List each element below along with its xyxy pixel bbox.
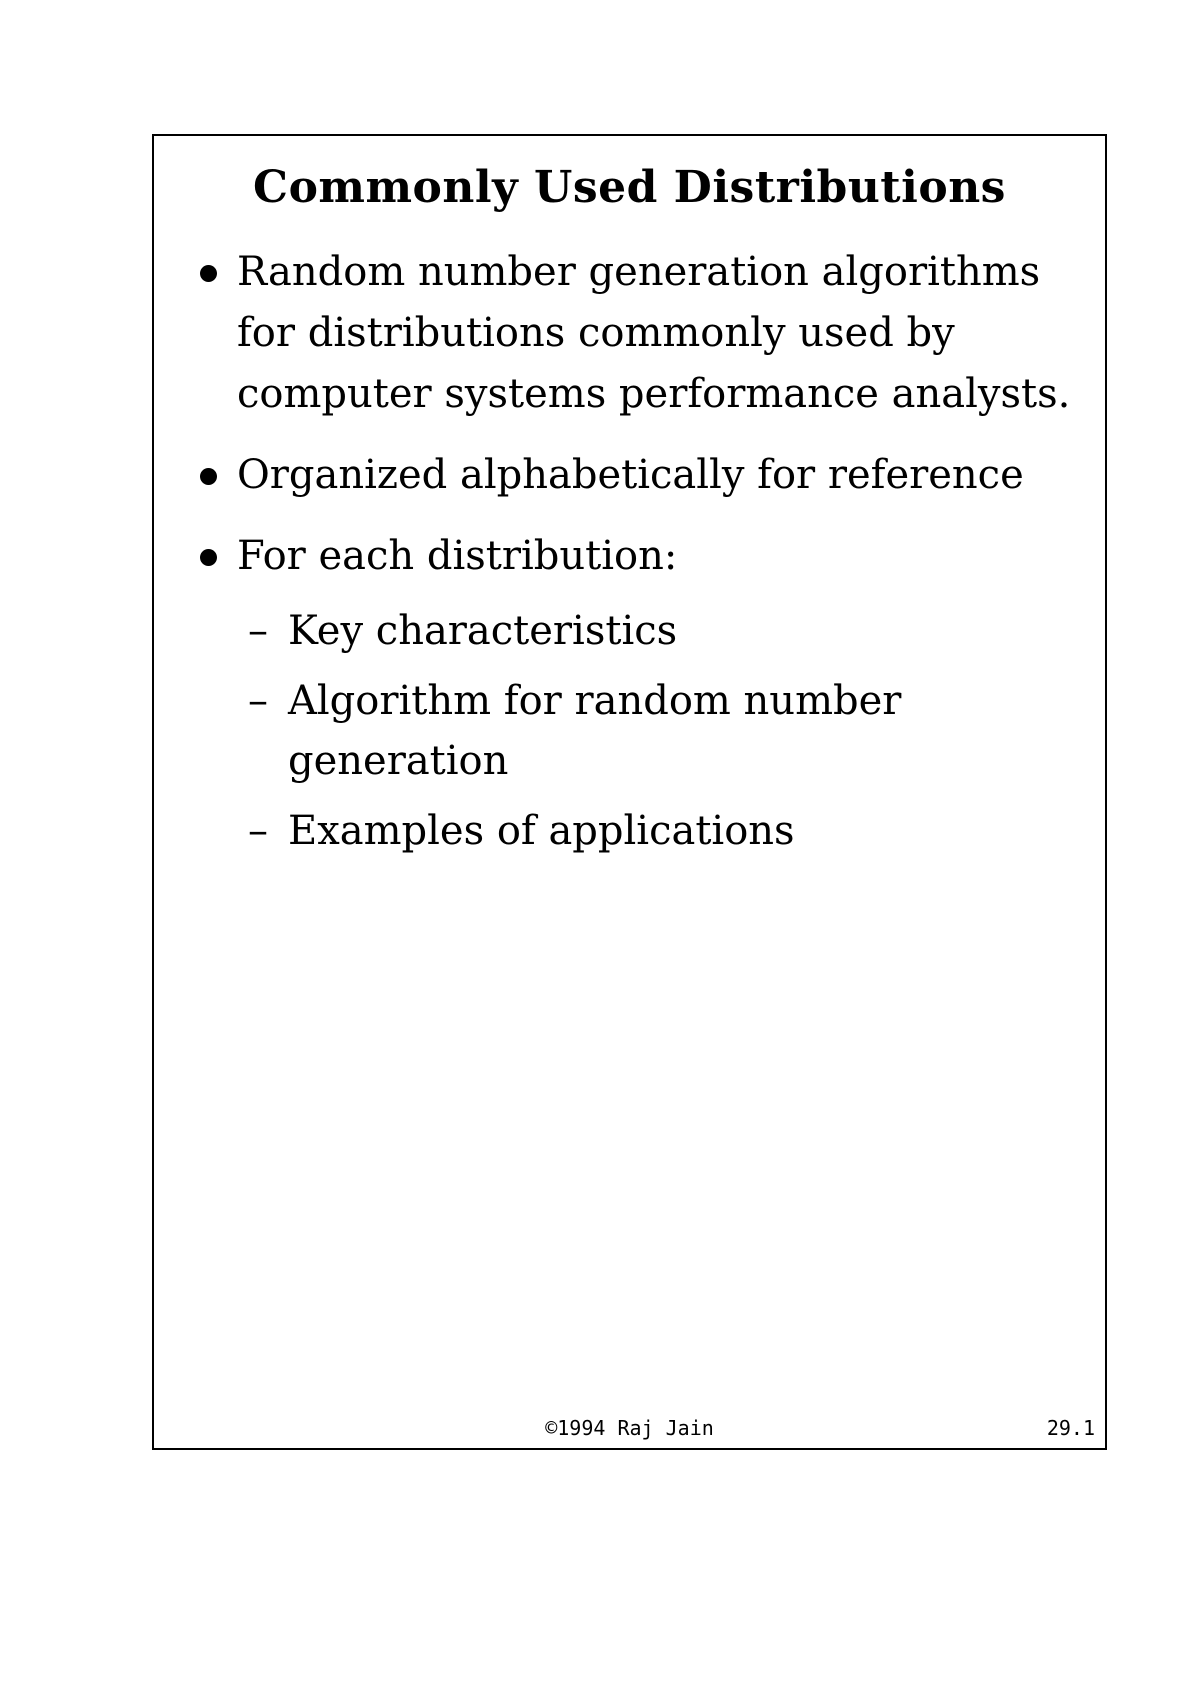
page-number: 29.1	[1046, 1416, 1095, 1440]
bullet-dot-icon	[200, 468, 217, 485]
bullet-item	[154, 526, 1109, 861]
copyright-footer: ©1994 Raj Jain	[545, 1416, 714, 1440]
dash-marker: –	[248, 678, 268, 724]
slide-title: Commonly Used Distributions	[253, 162, 1006, 213]
bullet-text: For each distribution:	[237, 533, 678, 579]
dash-marker: –	[248, 808, 268, 854]
bullet-dot-icon	[200, 549, 217, 566]
dash-marker: –	[248, 608, 268, 654]
bullet-dot-icon	[200, 265, 217, 282]
bullet-text: Organized alphabetically for reference	[237, 452, 1024, 498]
sub-bullet-item	[237, 601, 1101, 661]
bullet-text: Random number generation algorithms for distributions commonly used by computer systems performance analysts.	[237, 249, 1071, 417]
sub-bullet-list	[237, 601, 1101, 861]
bullet-list	[154, 242, 1109, 881]
sub-bullet-text: Algorithm for random number generation	[288, 678, 902, 784]
bullet-item	[154, 445, 1109, 506]
sub-bullet-text: Key characteristics	[288, 608, 678, 654]
sub-bullet-text: Examples of applications	[288, 808, 795, 854]
bullet-item	[154, 242, 1109, 425]
sub-bullet-item	[237, 671, 1101, 791]
sub-bullet-item	[237, 801, 1101, 861]
slide-frame	[152, 134, 1107, 1450]
